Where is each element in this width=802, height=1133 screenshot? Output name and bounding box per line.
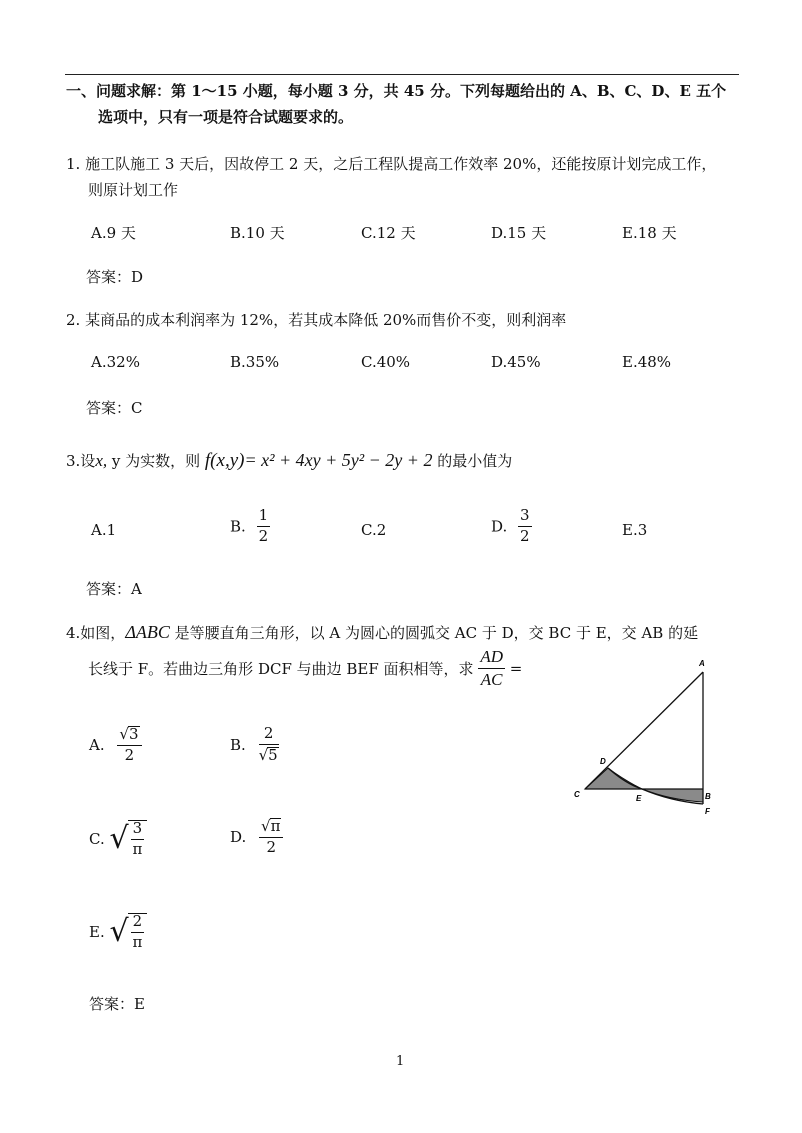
q4-line1-rest: 是等腰直角三角形，以 A 为圆心的圆弧交 AC 于 D，交 BC 于 E，交 AB 的延 — [169, 624, 699, 642]
sqrt-icon: √ — [258, 745, 269, 764]
q4-option-a-denominator: 2 — [124, 745, 135, 764]
sqrt-icon: √ — [119, 725, 129, 743]
q4-option-a-radicand: 3 — [128, 725, 139, 743]
label-b: B — [705, 792, 711, 801]
q3-option-d-denominator: 2 — [520, 526, 530, 545]
section-title-line1: 一、问题求解：第 1～15 小题，每小题 3 分，共 45 分。下列每题给出的 A、B、C、D、E 五个 — [66, 82, 727, 100]
q4-option-c-fraction — [128, 820, 148, 858]
q4-option-d — [230, 818, 283, 856]
q1-option-a: A.9 天 — [91, 224, 136, 242]
q4-option-e-fraction — [128, 913, 148, 951]
q4-option-d-numerator — [259, 818, 283, 838]
q4-option-e-numerator: 2 — [131, 914, 145, 933]
q4-option-c-numerator: 3 — [131, 821, 145, 840]
q3-option-e: E.3 — [622, 521, 648, 539]
q3-option-b — [230, 508, 270, 545]
q4-option-b-radicand: 5 — [268, 745, 278, 764]
q4-option-e-denominator: π — [132, 932, 143, 951]
q4-figure — [560, 650, 730, 830]
q4-option-e-label: E. — [89, 922, 105, 941]
q4-prefix: 4.如图， — [66, 624, 126, 642]
q3-option-d — [491, 508, 532, 545]
q3-answer: 答案：A — [86, 580, 142, 598]
q2-option-b: B.35% — [230, 353, 280, 371]
sqrt-icon: √ — [109, 821, 129, 857]
q4-option-b-fraction — [259, 726, 279, 764]
sqrt-icon: √ — [109, 914, 129, 950]
q1-option-c: C.12 天 — [361, 224, 416, 242]
q2-answer: 答案：C — [86, 399, 143, 417]
q3-function: f(x,y) — [204, 450, 245, 471]
q4-target-denominator: AC — [480, 669, 503, 689]
q4-option-c-label: C. — [89, 829, 105, 848]
q4-equals: = — [509, 659, 523, 678]
q1-stem-line2: 则原计划工作 — [88, 181, 179, 199]
q3-var-y: y 为实数，则 — [107, 452, 201, 470]
q4-option-a-fraction — [117, 726, 141, 764]
q4-option-c-denominator: π — [132, 839, 143, 858]
q4-line2-text: 长线于 F。若曲边三角形 DCF 与曲边 BEF 面积相等，求 — [88, 659, 474, 678]
label-e: E — [636, 794, 642, 803]
page-number: 1 — [396, 1054, 405, 1069]
q3-option-a: A.1 — [91, 521, 117, 539]
label-c: C — [574, 790, 580, 799]
q1-option-b: B.10 天 — [230, 224, 285, 242]
q4-option-e — [89, 913, 147, 951]
q4-option-a-numerator — [117, 726, 141, 746]
label-f: F — [705, 807, 710, 816]
q3-option-d-fraction — [518, 508, 532, 545]
q2-option-d: D.45% — [491, 353, 541, 371]
label-a: A — [699, 659, 705, 668]
q4-option-d-label: D. — [230, 827, 247, 846]
q2-option-c: C.40% — [361, 353, 411, 371]
q3-option-b-fraction — [257, 508, 271, 545]
q3-option-b-label: B. — [230, 517, 246, 536]
shaded-region-ebf — [642, 789, 703, 802]
q4-option-d-fraction — [259, 818, 283, 856]
sqrt-icon: √ — [261, 817, 271, 835]
header-rule — [65, 74, 739, 75]
q4-option-a-label: A. — [89, 735, 105, 754]
q3-option-c: C.2 — [361, 521, 387, 539]
q4-target-numerator: AD — [478, 648, 505, 669]
q3-prefix: 3.设 — [66, 452, 96, 470]
q4-option-c — [89, 820, 147, 858]
q4-triangle: ΔABC — [125, 622, 170, 642]
q2-option-a: A.32% — [91, 353, 140, 371]
q1-option-e: E.18 天 — [622, 224, 677, 242]
q3-suffix: 的最小值为 — [432, 452, 513, 470]
q3-stem — [66, 450, 512, 472]
q4-answer: 答案：E — [89, 995, 145, 1013]
q4-option-b-denominator — [259, 745, 279, 764]
q1-option-d: D.15 天 — [491, 224, 547, 242]
q4-stem-line1 — [66, 622, 698, 643]
q2-option-e: E.48% — [622, 353, 672, 371]
q3-expression: = x² + 4xy + 5y² − 2y + 2 — [244, 450, 433, 470]
q1-stem-line1: 1. 施工队施工 3 天后，因故停工 2 天，之后工程队提高工作效率 20%，还能按原计划完成工作， — [66, 155, 717, 173]
q4-option-b-numerator: 2 — [259, 726, 279, 745]
q4-stem-line2 — [88, 648, 522, 689]
q4-option-a — [89, 726, 142, 764]
q1-answer: 答案：D — [86, 268, 144, 286]
label-d: D — [600, 757, 606, 766]
q3-option-d-numerator: 3 — [518, 508, 532, 527]
q4-target-fraction — [478, 648, 505, 689]
q4-option-b-label: B. — [230, 735, 246, 754]
q2-stem: 2. 某商品的成本利润率为 12%，若其成本降低 20%而售价不变，则利润率 — [66, 311, 567, 329]
section-title-line2: 选项中，只有一项是符合试题要求的。 — [98, 108, 354, 126]
q4-option-d-radicand: π — [270, 817, 281, 835]
q3-option-d-label: D. — [491, 517, 508, 536]
q4-option-b — [230, 726, 279, 764]
q3-option-b-numerator: 1 — [257, 508, 271, 527]
q3-var-x: x, — [95, 451, 108, 470]
side-ac — [585, 672, 703, 789]
q4-option-d-denominator: 2 — [266, 837, 277, 856]
q3-option-b-denominator: 2 — [258, 526, 269, 545]
